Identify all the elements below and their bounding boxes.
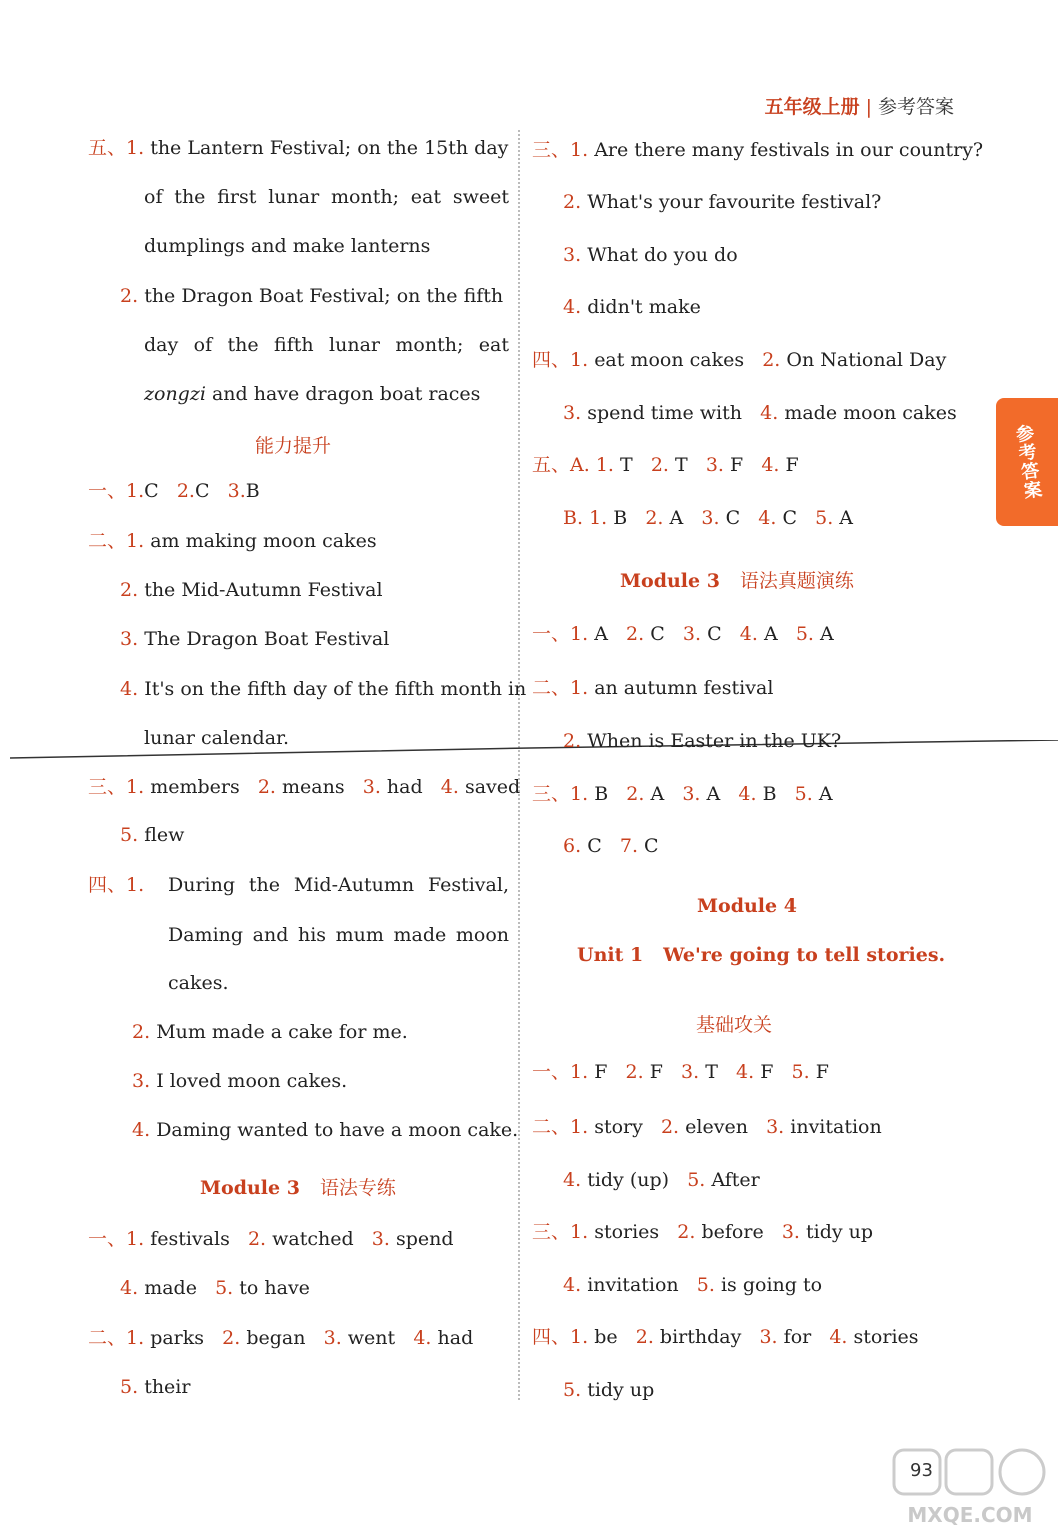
left-si-1-line-2: Daming and his mum made moon (168, 924, 509, 946)
left-san-5: 5. flew (120, 824, 185, 846)
right-san-3: 3. What do you do (563, 244, 738, 266)
right-b-san-2: 4. invitation 5. is going to (563, 1274, 823, 1296)
unit1-title: Unit 1 We're going to tell stories. (577, 944, 946, 966)
svg-text:MXQE.COM: MXQE.COM (907, 1503, 1033, 1527)
right-si-1: 四、1. eat moon cakes 2. On National Day (532, 349, 947, 371)
left-si-1-line-3: cakes. (168, 972, 229, 994)
right-z-er-1: 二、1. an autumn festival (532, 677, 774, 699)
left-five-line-6: zongzi and have dragon boat races (144, 383, 481, 405)
left-g-er-2: 5. their (120, 1376, 191, 1398)
left-si-4: 4. Daming wanted to have a moon cake. (132, 1119, 519, 1141)
right-b-si-2: 5. tidy up (563, 1379, 655, 1401)
left-er-4-cont: lunar calendar. (144, 727, 290, 749)
section-title-module3-exam: Module 3 语法真题演练 (620, 570, 854, 592)
left-er-2: 2. the Mid-Autumn Festival (120, 579, 383, 601)
left-er-1: 二、1. am making moon cakes (88, 530, 377, 552)
left-five-line-4: 2. the Dragon Boat Festival; on the fifth (120, 285, 504, 307)
right-b-si-1: 四、1. be 2. birthday 3. for 4. stories (532, 1326, 919, 1348)
side-tab (996, 398, 1058, 526)
right-b-er-1: 二、1. story 2. eleven 3. invitation (532, 1116, 882, 1138)
section-title-jichu: 基础攻关 (696, 1014, 773, 1036)
left-g-er-1: 二、1. parks 2. began 3. went 4. had (88, 1327, 474, 1349)
answers-label: 参考答案 (877, 96, 954, 118)
left-yi-answers: 一、1.C 2.C 3.B (88, 480, 260, 502)
right-si-2: 3. spend time with 4. made moon cakes (563, 402, 957, 424)
grade-label: 五年级上册 (764, 96, 860, 118)
section-title-module3-grammar: Module 3 语法专练 (200, 1177, 396, 1199)
right-z-er-2: 2. When is Easter in the UK? (563, 730, 842, 752)
left-si-2: 2. Mum made a cake for me. (132, 1021, 408, 1043)
left-er-4: 4. It's on the fifth day of the fifth month in (120, 678, 527, 700)
side-tab-label: 参考答案 (1011, 422, 1044, 502)
right-san-2: 2. What's your favourite festival? (563, 191, 882, 213)
header-divider: | (865, 96, 872, 118)
left-san-1: 三、1. members 2. means 3. had 4. saved (88, 776, 521, 798)
right-b-yi: 一、1. F 2. F 3. T 4. F 5. F (532, 1061, 829, 1083)
left-five-line-5: day of the fifth lunar month; eat (144, 334, 509, 356)
left-g-yi-2: 4. made 5. to have (120, 1277, 310, 1299)
left-si-1-line-1: During the Mid-Autumn Festival, (168, 874, 509, 896)
right-z-san-1: 三、1. B 2. A 3. A 4. B 5. A (532, 783, 833, 805)
right-wu-A: 五、A. 1. T 2. T 3. F 4. F (532, 454, 799, 476)
right-wu-B: B. 1. B 2. A 3. C 4. C 5. A (563, 507, 854, 529)
left-five-line-2: of the first lunar month; eat sweet (144, 186, 509, 208)
left-five-line-1: 五、1. the Lantern Festival; on the 15th day (88, 137, 509, 159)
right-z-san-2: 6. C 7. C (563, 835, 659, 857)
column-divider (518, 130, 520, 1400)
right-b-er-2: 4. tidy (up) 5. After (563, 1169, 760, 1191)
right-b-san-1: 三、1. stories 2. before 3. tidy up (532, 1221, 874, 1243)
left-five-line-3: dumplings and make lanterns (144, 235, 431, 257)
section-title-module4: Module 4 (697, 895, 797, 917)
right-z-yi: 一、1. A 2. C 3. C 4. A 5. A (532, 623, 834, 645)
right-san-1: 三、1. Are there many festivals in our country? (532, 139, 984, 161)
section-title-nengli: 能力提升 (255, 435, 332, 457)
left-si-1-label: 四、1. (88, 874, 145, 896)
watermark-logo (890, 1446, 1050, 1530)
page-number: 93 (910, 1460, 933, 1481)
left-si-3: 3. I loved moon cakes. (132, 1070, 348, 1092)
left-g-yi-1: 一、1. festivals 2. watched 3. spend (88, 1228, 454, 1250)
left-er-3: 3. The Dragon Boat Festival (120, 628, 390, 650)
right-san-4: 4. didn't make (563, 296, 701, 318)
running-header (765, 92, 954, 119)
